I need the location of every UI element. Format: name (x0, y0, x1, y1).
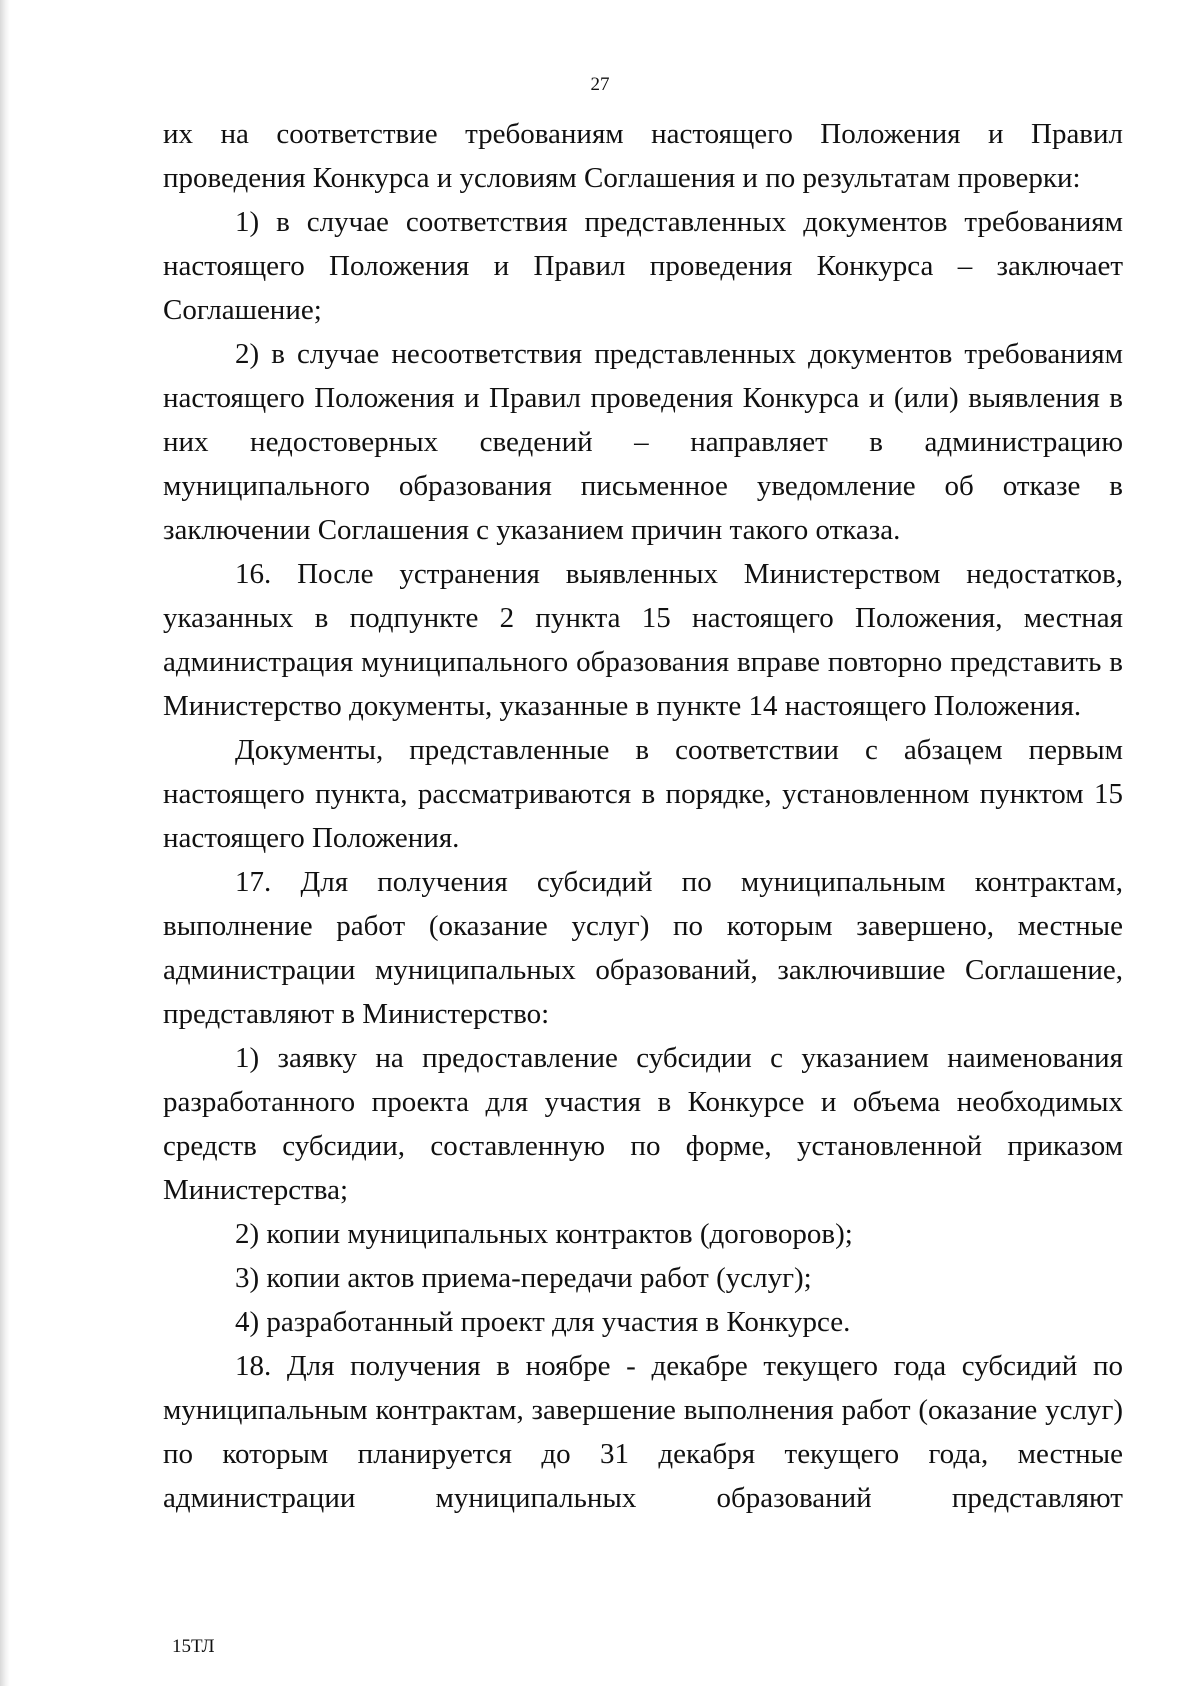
paragraph-point-16: 16. После устранения выявленных Министерством недостатков, указанных в подпункте 2 пункта 15 настоящего Положения, местная администрация муниципального образования вправе повторно представить в Министерство документы, указанные в пункте 14 настоящего Положения. (163, 558, 1123, 722)
paragraph-item-2: 2) в случае несоответствия представленных документов требованиям настоящего Положения и Правил проведения Конкурса и (или) выявления в них недостоверных сведений – направляет в администрацию муниципального образования письменное уведомление об отказе в заключении Соглашения с указанием причин такого отказа. (163, 338, 1123, 546)
paragraph-point-18: 18. Для получения в ноябре - декабре текущего года субсидий по муниципальным контрактам, завершение выполнения работ (оказание услуг) по которым планируется до 31 декабря текущего года, местные администрации муниципальных образований представляют (163, 1350, 1123, 1514)
paragraph-item-1: 1) в случае соответствия представленных документов требованиям настоящего Положения и Правил проведения Конкурса – заключает Соглашение; (163, 206, 1123, 326)
paragraph-point-17-item-1: 1) заявку на предоставление субсидии с указанием наименования разработанного проекта для участия в Конкурсе и объема необходимых средств субсидии, составленную по форме, установленной приказом Министерства; (163, 1042, 1123, 1206)
paragraph-point-16-documents: Документы, представленные в соответствии с абзацем первым настоящего пункта, рассматриваются в порядке, установленном пунктом 15 настоящего Положения. (163, 734, 1123, 854)
paragraph-continuation: их на соответствие требованиям настоящего Положения и Правил проведения Конкурса и условиям Соглашения и по результатам проверки: (163, 118, 1123, 194)
page-number: 27 (590, 74, 610, 95)
footer-document-code: 15ТЛ (172, 1636, 215, 1657)
paragraph-point-17-item-2: 2) копии муниципальных контрактов (договоров); (235, 1218, 853, 1250)
paragraph-point-17: 17. Для получения субсидий по муниципальным контрактам, выполнение работ (оказание услуг) по которым завершено, местные администрации муниципальных образований, заключившие Соглашение, представляют в Министерство: (163, 866, 1123, 1030)
paragraph-point-17-item-4: 4) разработанный проект для участия в Конкурсе. (235, 1306, 851, 1338)
paragraph-point-17-item-3: 3) копии актов приема-передачи работ (услуг); (235, 1262, 812, 1294)
document-body (163, 112, 1123, 1520)
